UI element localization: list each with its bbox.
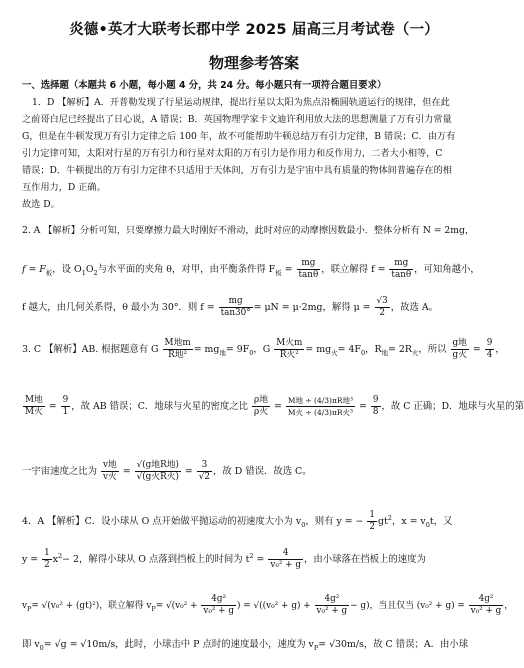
q2-text-b: ，设 O xyxy=(52,264,82,275)
q4-line-4: 即 $v_0= √g = √10m/s$，此时，小球击中 P 点时的速度最小，速度为 $v_P= √30m/s$，故 C 错误；A．由小球 xyxy=(22,639,469,652)
q1-line-3: G，但是在牛顿发现万有引力定律之后 100 年，故不可能帮助牛顿总结万有引力定律，B 错误；C．由万有 xyxy=(22,131,456,142)
q2-frac-1: $\frac{mg}{\tan\theta}$ xyxy=(298,258,319,280)
q2-text-a: f = F xyxy=(22,264,46,275)
q2-text-d: ，联立解得 f = xyxy=(321,264,386,275)
q4-line-3: $v_P= √(v_0^2 + (gt)^2)$，联立解得 $v_P= √(v_0^2$ + $\frac{\text{4g²}}{\text{v₀² + g}}$ ) = √((v₀² + g) + $\frac{\text{4g²}}{\text{v₀² + g}}$ − g)，当且仅当 (v₀² + g) = $\frac{\text{4g²}}{\text{v₀² + g}}$ ， xyxy=(22,594,514,616)
q4-line-1: 4．A 【解析】C．设小球从 O 点开始做平抛运动的初速度大小为 $v_0$，则有 y = − $\frac{1}{2}$ $gt^2$，$x = v_0t$，又 xyxy=(22,510,453,532)
q1-line-1: 1．D 【解析】A．开普勒发现了行星运动规律，提出行星以太阳为焦点沿椭圆轨道运行的规律，但在此 xyxy=(32,97,450,108)
q2-text-e: ，可知角越小， xyxy=(414,264,480,275)
q4-line-2: y = $\frac{1}{2}$ $x^2- 2$，解得小球从 O 点落到挡板上的时间为 $t^2$ = $\frac{4}{\text{v₀² + g}}$ ，由小球落在挡板上的速度为 xyxy=(22,548,426,570)
q2-line-1: 2. A 【解析】分析可知，只要摩擦力最大时刚好不滑动，此时对应的动摩擦因数最小．整体分析有 N = 2mg， xyxy=(22,225,475,236)
exam-title: 炎德•英才大联考长郡中学 2025 届高三月考试卷（一） xyxy=(69,22,439,38)
q1-line-6: 互作用力，D 正确。 xyxy=(22,182,106,193)
q2-text-c: 与水平面的夹角 θ，对甲，由平衡条件得 F xyxy=(97,264,276,275)
q2-line-3 xyxy=(22,296,438,319)
q2-line-2: $f = F_板$，设 $O_1O_2$与水平面的夹角 θ，对甲，由平衡条件得 $F_板$ = $\frac{mg}{\tan\theta}$ ，联立解得 f = $\frac{mg}{\tan\theta}$ ，可知角越小， xyxy=(22,258,480,280)
q3-line-3: 一宇宙速度之比为 $\frac{\text{v地}}{\text{v火}}$ = $\frac{\text{√(g地R地)}}{\text{√(g火R火)}}$ = $\frac{3}{√2}$ ，故 D 错误．故选 C。 xyxy=(22,460,312,482)
answer-subtitle: 物理参考答案 xyxy=(208,54,299,72)
q2-text-h: ，故选 A。 xyxy=(390,302,438,313)
q2-text-g: = μN = μ·2mg，解得 μ = xyxy=(253,302,371,313)
q1-line-4: 引力定律可知，太阳对行星的万有引力和行星对太阳的万有引力是作用力和反作用力，二者大小相等，C xyxy=(22,148,443,159)
q2-frac-2: $\frac{mg}{\tan\theta}$ xyxy=(391,258,412,280)
q3-line-2: $\frac{\text{M地}}{\text{M火}}$ = $\frac{9}{1}$ ，故 AB 错误；C．地球与火星的密度之比 $\frac{\text{ρ地}}{\text{ρ火}}$ = $\frac{\text{M地 ÷ (4/3)πR地³}}{\text{M火 ÷ (4/3)πR火³}}$ = $\frac{9}{8}$ ，故 C 正确；D．地球与火星的第 xyxy=(25,395,524,417)
q3-line-1: 3. C 【解析】AB. 根据题意有 G $\frac{\text{M地m}}{\text{R地²}}$ = $mg_地= 9F_0$，G $\frac{\text{M火m}}{\text{R火²}}$ = $mg_火= 4F_0$，$R_地= 2R_火$，所以 $\frac{\text{g地}}{\text{g火}}$ = $\frac{9}{4}$ ， xyxy=(22,338,505,360)
q1-line-2: 之前哥白尼已经提出了日心说，A 错误；B．英国物理学家卡文迪许利用放大法的思想测量了万有引力常量 xyxy=(22,114,452,125)
q2-frac-4: $\frac{√3}{2}$ xyxy=(376,296,388,318)
q1-line-7: 故选 D。 xyxy=(22,199,60,210)
q2-text-f: f 越大，由几何关系得，θ 最小为 30°．则 f = xyxy=(22,302,215,313)
q1-line-5: 错误；D．牛顿提出的万有引力定律不只适用于天体间，万有引力是宇宙中具有质量的物体间普遍存在的相 xyxy=(22,165,452,176)
section-heading: 一、选择题（本题共 6 小题，每小题 4 分，共 24 分。每小题只有一项符合题目要求） xyxy=(22,80,387,91)
q2-frac-3: $\frac{mg}{\tan 30^\circ}$ xyxy=(220,296,251,318)
